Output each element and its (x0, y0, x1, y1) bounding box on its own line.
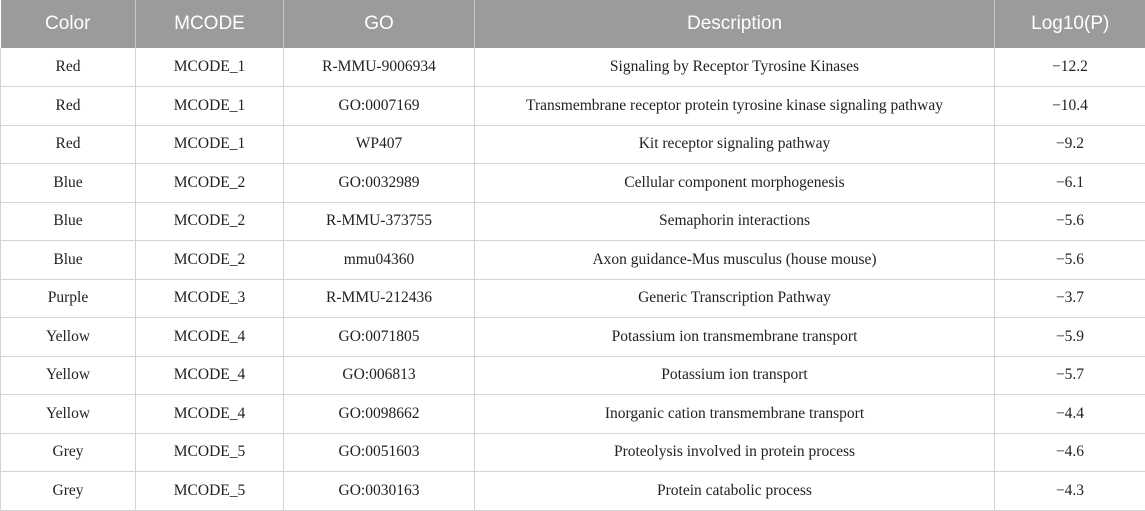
cell-go: GO:0098662 (284, 395, 475, 434)
cell-color: Yellow (1, 318, 136, 357)
cell-go: GO:0071805 (284, 318, 475, 357)
cell-mcode: MCODE_4 (136, 356, 284, 395)
cell-description: Proteolysis involved in protein process (475, 433, 995, 472)
cell-log10p: −6.1 (995, 164, 1145, 203)
cell-log10p: −5.6 (995, 241, 1145, 280)
cell-description: Semaphorin interactions (475, 202, 995, 241)
cell-mcode: MCODE_4 (136, 395, 284, 434)
header-go: GO (284, 0, 475, 48)
cell-log10p: −9.2 (995, 125, 1145, 164)
table-row (1, 164, 1145, 203)
cell-description: Axon guidance-Mus musculus (house mouse) (475, 241, 995, 280)
cell-description: Transmembrane receptor protein tyrosine kinase signaling pathway (475, 87, 995, 126)
cell-go: GO:0030163 (284, 472, 475, 511)
cell-log10p: −10.4 (995, 87, 1145, 126)
table-row (1, 125, 1145, 164)
cell-mcode: MCODE_2 (136, 164, 284, 203)
cell-log10p: −4.3 (995, 472, 1145, 511)
cell-go: GO:0051603 (284, 433, 475, 472)
cell-mcode: MCODE_4 (136, 318, 284, 357)
header-mcode: MCODE (136, 0, 284, 48)
table-row (1, 241, 1145, 280)
table-row (1, 318, 1145, 357)
cell-log10p: −4.4 (995, 395, 1145, 434)
cell-log10p: −5.9 (995, 318, 1145, 357)
cell-go: R-MMU-373755 (284, 202, 475, 241)
cell-description: Generic Transcription Pathway (475, 279, 995, 318)
cell-log10p: −12.2 (995, 48, 1145, 87)
cell-log10p: −5.7 (995, 356, 1145, 395)
cell-log10p: −4.6 (995, 433, 1145, 472)
cell-description: Potassium ion transmembrane transport (475, 318, 995, 357)
cell-go: R-MMU-212436 (284, 279, 475, 318)
table-row (1, 279, 1145, 318)
cell-description: Kit receptor signaling pathway (475, 125, 995, 164)
cell-mcode: MCODE_3 (136, 279, 284, 318)
table-row (1, 48, 1145, 87)
cell-color: Blue (1, 164, 136, 203)
cell-description: Signaling by Receptor Tyrosine Kinases (475, 48, 995, 87)
cell-mcode: MCODE_1 (136, 48, 284, 87)
cell-mcode: MCODE_5 (136, 433, 284, 472)
cell-color: Red (1, 125, 136, 164)
table-row (1, 202, 1145, 241)
cell-color: Red (1, 87, 136, 126)
cell-color: Blue (1, 202, 136, 241)
cell-go: GO:0007169 (284, 87, 475, 126)
cell-color: Red (1, 48, 136, 87)
header-row (1, 0, 1145, 48)
cell-color: Purple (1, 279, 136, 318)
cell-log10p: −5.6 (995, 202, 1145, 241)
cell-description: Cellular component morphogenesis (475, 164, 995, 203)
cell-color: Grey (1, 433, 136, 472)
cell-description: Inorganic cation transmembrane transport (475, 395, 995, 434)
table-row (1, 472, 1145, 511)
header-log10p: Log10(P) (995, 0, 1145, 48)
cell-go: GO:006813 (284, 356, 475, 395)
cell-mcode: MCODE_2 (136, 241, 284, 280)
cell-color: Blue (1, 241, 136, 280)
cell-mcode: MCODE_5 (136, 472, 284, 511)
cell-description: Protein catabolic process (475, 472, 995, 511)
table-row (1, 356, 1145, 395)
cell-mcode: MCODE_2 (136, 202, 284, 241)
cell-description: Potassium ion transport (475, 356, 995, 395)
cell-go: GO:0032989 (284, 164, 475, 203)
cell-go: WP407 (284, 125, 475, 164)
cell-go: R-MMU-9006934 (284, 48, 475, 87)
cell-mcode: MCODE_1 (136, 87, 284, 126)
cell-color: Grey (1, 472, 136, 511)
cell-go: mmu04360 (284, 241, 475, 280)
header-color: Color (1, 0, 136, 48)
table-row (1, 87, 1145, 126)
table-row (1, 433, 1145, 472)
header-description: Description (475, 0, 995, 48)
cell-color: Yellow (1, 356, 136, 395)
table-row (1, 395, 1145, 434)
cell-mcode: MCODE_1 (136, 125, 284, 164)
cell-log10p: −3.7 (995, 279, 1145, 318)
cell-color: Yellow (1, 395, 136, 434)
